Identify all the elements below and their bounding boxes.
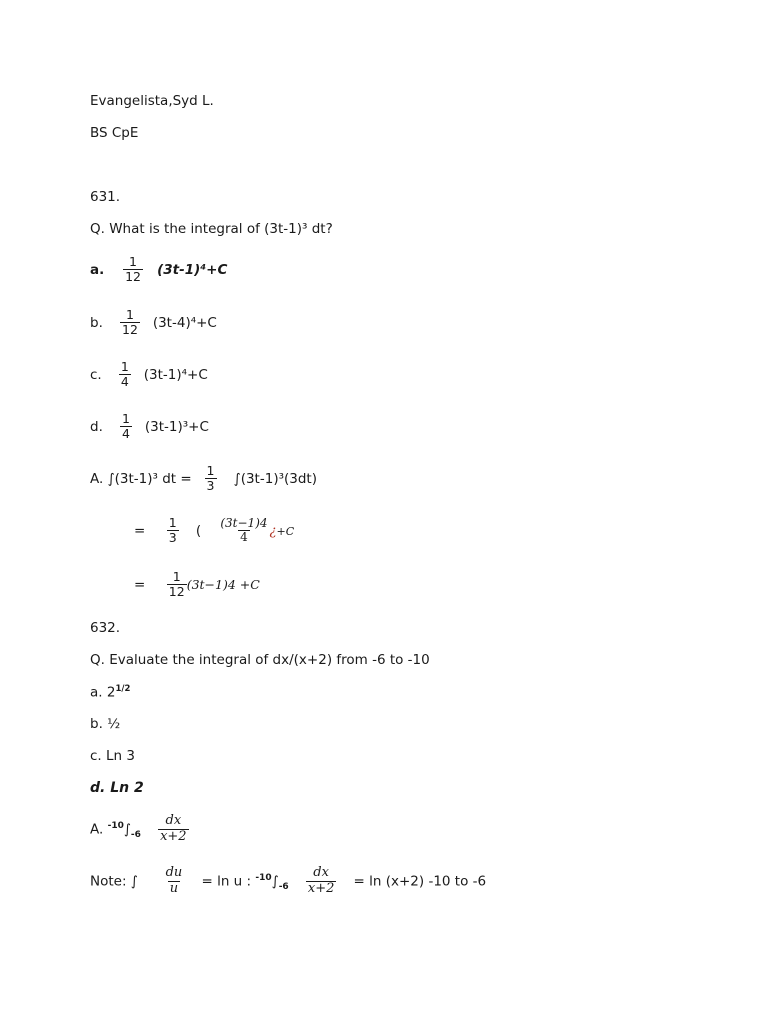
fraction: $\frac{1}{4}$: [122, 411, 130, 442]
question-632: Q. Evaluate the integral of dx/(x+2) from -6 to -10: [90, 652, 430, 668]
fraction: $\frac{dx}{x+2}$: [160, 813, 187, 844]
choice-b-632: b. ½: [90, 716, 121, 732]
fraction: $\frac{1}{12}$: [122, 307, 138, 338]
choice-a: [90, 255, 227, 285]
question-631: Q. What is the integral of (3t-1)³ dt?: [90, 221, 333, 237]
choice-letter: b.: [90, 314, 103, 331]
fraction: $\frac{1}{12}$: [125, 254, 141, 285]
choice-expression: (3t-1)³+C: [144, 418, 209, 435]
author-name: Evangelista,Syd L.: [90, 93, 214, 109]
course-label: BS CpE: [90, 125, 139, 141]
solution-632: A. $^{-10}\int_{-6}$ $\frac{dx}{x+2}$: [90, 813, 187, 844]
solution-631-step2: = $\frac{1}{3}$ ( $\frac{(3t-1)4}{4}$ ¿+C: [134, 515, 295, 546]
choice-b: [90, 308, 217, 338]
choice-letter: c.: [90, 366, 102, 383]
fraction: $\frac{dx}{x+2}$: [307, 865, 335, 896]
fraction: $\frac{(3t-1)4}{4}$: [220, 515, 268, 545]
solution-631-step1: A. ∫(3t-1)³ dt = $\frac{1}{3}$ ∫(3t-1)³(3dt): [90, 463, 317, 494]
fraction: $\frac{1}{12}$: [168, 569, 185, 600]
choice-d-632: d. Ln 2: [90, 780, 144, 796]
choice-a-632: a. $2^{1/2}$: [90, 684, 131, 701]
problem-number-632: 632.: [90, 620, 121, 636]
choice-c-632: c. Ln 3: [90, 748, 135, 764]
choice-letter: a.: [90, 261, 105, 278]
choice-letter: d.: [90, 418, 103, 435]
fraction: $\frac{1}{4}$: [120, 359, 129, 390]
choice-expression: (3t-1)⁴+C: [157, 261, 228, 278]
solution-631-step3: = $\frac{1}{12}$ (3t−1)4 +C: [134, 569, 260, 600]
fraction: $\frac{du}{u}$: [165, 865, 183, 896]
placeholder-glyph: ¿: [269, 523, 277, 539]
choice-expression: (3t-4)⁴+C: [152, 314, 217, 331]
choice-c: [90, 360, 208, 390]
choice-d: [90, 412, 209, 442]
fraction: $\frac{1}{3}$: [168, 515, 177, 546]
problem-number-631: 631.: [90, 189, 121, 205]
fraction: $\frac{1}{3}$: [206, 463, 215, 494]
choice-expression: (3t-1)⁴+C: [143, 366, 208, 383]
note-632: Note: ∫ $\frac{du}{u}$ = ln u : $^{-10}\int_{-6}$ $\frac{dx}{x+2}$ = ln (x+2) -10 to -6: [90, 865, 487, 896]
